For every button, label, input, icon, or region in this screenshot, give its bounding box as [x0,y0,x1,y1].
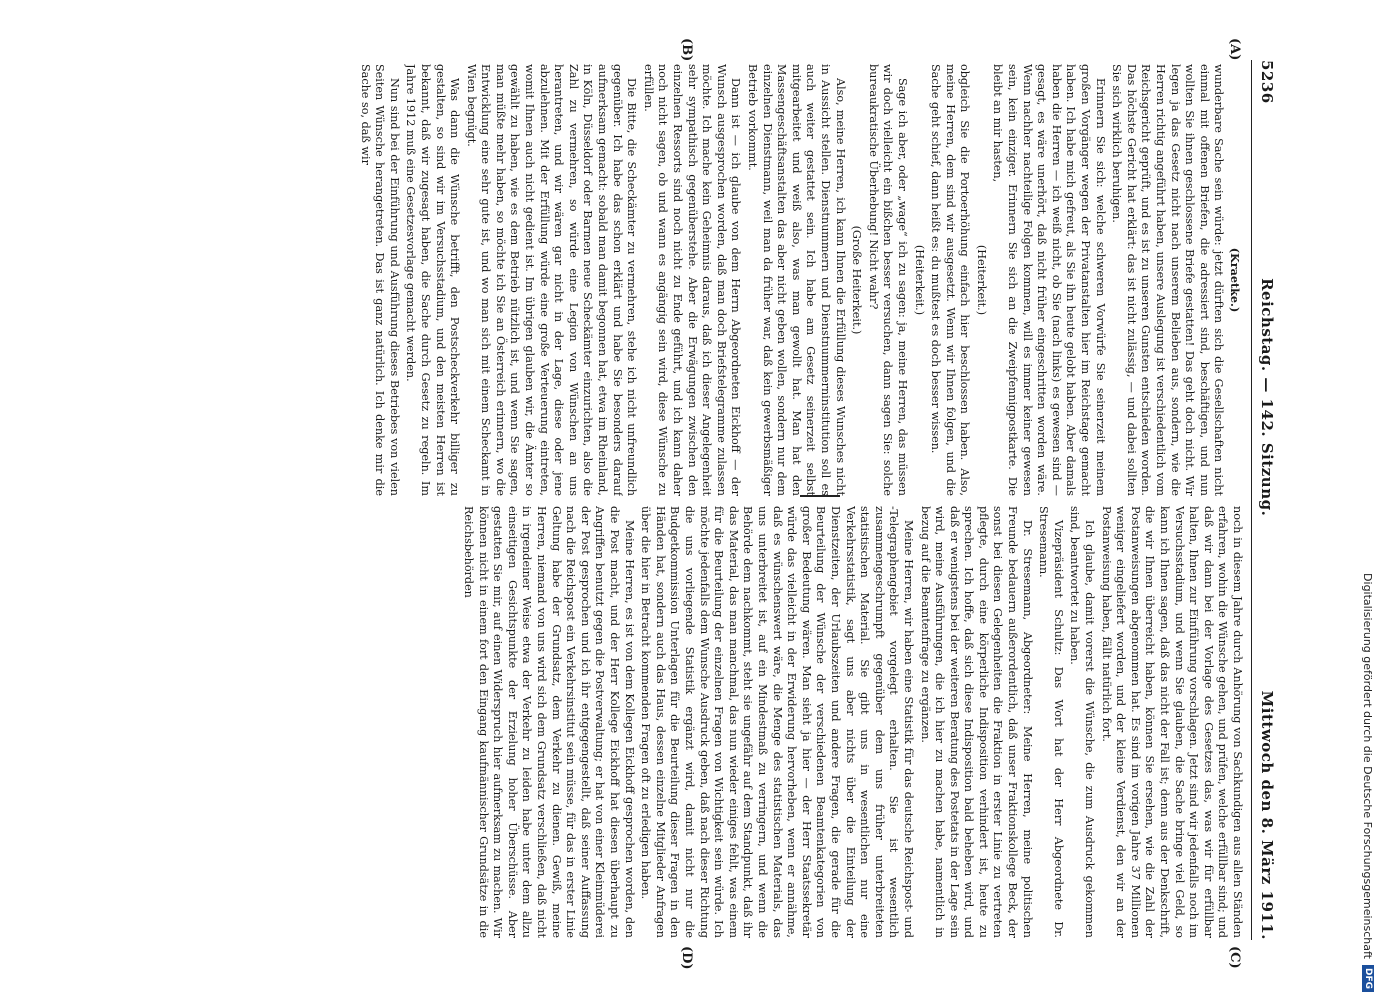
margin-marker-c: (C) [1227,946,1242,969]
paragraph: Also, meine Herren, ich kann Ihnen die Erfüllung dieses Wunsches nicht in Aussicht stellen. Dienstnummern und Dienstnummerninstitution soll es auch weiter gestattet sein. Ich habe am Gesetz seinerzeit selbst mitgearbeitet und weiß also, was man gewollt hat. Man hat den Massengeschäftsanstalten das aber nicht geben wollen, sondern nur dem einzelnen Dienstmann, weil man da früher war, daß kein gewerbsmäßiger Betrieb vorkommt. [746,64,847,496]
dfg-logo: DFG [1362,965,1374,992]
session-title: Reichstag. — 142. Sitzung. [1258,278,1276,517]
speaker-statement: Dr. Stresemann, Abgeordneter: Meine Herren, meine politischen Freunde bedauern außerordentlich, daß unser Fraktionskollege Beck, der sonst bei diesen Gelegenheiten die Fraktion in erster Linie zu vertreten pflegte, durch eine körperliche Indisposition verhindert ist, heute zu sprechen. Ich hoffe, daß sich diese Indisposition bald beheben wird, und daß er wenigstens bei der weiteren Beratung des Postetats in der Lage sein wird, meine Ausführungen, die ich hier zu machen habe, namentlich in bezug auf die Beamtenfrage zu ergänzen. [918,506,1034,938]
paragraph: Nun sind bei der Einführung und Ausführung dieses Betriebes von vielen Seiten Wünsche herangetreten. Das ist ganz natürlich. Ich denke mir die Sache so, daß wir [358,64,401,496]
paragraph: Die Bitte, die Scheckämter zu vermehren, stehe ich nicht unfreundlich gegenüber. Ich habe das schon erklärt und habe Sie besonders darauf aufmerksam gemacht: sobald man damit begonnen hat, etwa im Rheinland, in Köln, Düsseldorf oder Barmen neue Scheckämter einzurichten, also die Zahl zu vermehren, so würde eine Legion von Wünschen an uns herantreten, und wir wären gar nicht in der Lage, diese oder jene abzulehnen. Mit der Erfüllung würde eine große Verteuerung eintreten, womit Ihnen auch nicht gedient ist. Im übrigen glauben wir, die Ämter so gewählt zu haben, wie es dem Betrieb nützlich ist, und wenn Sie sagen, man müßte mehr haben, so möchte ich Sie an Österreich erinnern, wo die Entwicklung eine sehr gute ist, und wo man sich mit einem Scheckamt in Wien begnügt. [464,64,639,496]
interjection: (Heiterkeit.) [974,244,988,316]
page-header [1256,60,1278,940]
president-statement: Vizepräsident Schultz: Das Wort hat der Herr Abgeordnete Dr. Stresemann. [1037,506,1065,938]
margin-marker-d: (D) [679,946,694,970]
digitization-footer [1353,0,1383,1000]
interjection: (Große Heiterkeit.) [850,225,864,335]
paragraph: wunderbare Sache sein würde: jetzt dürften sich die Gesellschaften nicht einmal mit offenen Briefen, die adressiert sind, beschäftigen, und nun wollten Sie ihnen geschlossene Briefe gestatten! Das geht doch nicht. Wir legen ja das Gesetz nicht nach unserem Belieben aus, sondern, wie die Herren richtig angeführt haben, unsere Auslegung ist verschiedentlich vom Reichsgericht geprüft, und es ist zu unseren Gunsten entschieden worden. Das höchste Gericht hat erklärt: das ist nicht zulässig, — und dabei sollten Sie sich wirklich beruhigen. [1110,64,1226,496]
speaker-name: (Kraetke.) [1228,247,1242,313]
paragraph: Sage ich aber, oder „wage“ ich zu sagen: ja, meine Herren, das müssen wir doch vielleicht ein bißchen besser versuchen, dann sagen Sie: solche bureaukratische Überhebung! Nicht wahr? [866,64,909,496]
footer-text: Digitalisierung gefördert durch die Deutsche Forschungsgemeinschaft [1361,573,1375,959]
right-column [34,506,1244,938]
left-column [34,64,1244,496]
paragraph: Erinnern Sie sich: welche schweren Vorwürfe Sie seinerzeit meinem großen Vorgänger wegen der Privatanstalten hier im Reichstage gemacht haben. Ich habe mich gefreut, als Sie ihn heute gelobt haben. Aber damals haben die Herren — ich weiß nicht, ob Sie (nach links) es gewesen sind — gesagt, es wäre unerhört, daß nicht früher eingeschritten worden wäre. Wenn nachher nachteilige Folgen kommen, will es immer keiner gewesen sein, kein einziger. Erinnern Sie sich an die Zweipfennigpostkarte. Die bleibt an mir hasten, [991,64,1107,496]
page-number: 5236 [1258,60,1276,104]
paragraph: noch in diesem Jahre durch Anhörung von Sachkundigen aus allen Ständen erfahren, wohin die Wünsche gehen, und prüfen, welche erfüllbar sind; und daß wir dann bei der Vorlage des Gesetzes das, was wir für erfüllbar halten, Ihnen zur Einführung vorschlagen. Jetzt sind wir jedenfalls noch im Versuchsstadium, und wenn Sie glauben, die Sache bringe viel Geld, so kann ich Ihnen sagen, daß das nicht der Fall ist; denn aus der Denkschrift, die wir Ihnen überreicht haben, können Sie ersehen, wie die Zahl der Postanweisungen abgenommen hat. Es sind im vorigen Jahre 37 Millionen weniger eingeliefert worden, und der kleine Verdienst, den wir an der Postanweisung haben, fällt natürlich fort. [1099,506,1244,938]
interjection: (Heiterkeit.) [912,244,926,316]
paragraph: obgleich Sie die Portoerhöhung einfach hier beschlossen haben. Also, meine Herren, dem sind wir ausgesetzt. Wenn wir Ihnen folgen, und die Sache geht schief, dann heißt es: du mußtest es doch besser wissen. [929,64,972,496]
paragraph: Dann ist — ich glaube von dem Herrn Abgeordneten Eickhoff — der Wunsch ausgesprochen worden, daß man doch Briefstelegramme zulassen möchte. Ich mache kein Geheimnis daraus, daß ich dieser Angelegenheit sehr sympathisch gegenüberstehe. Aber die Erwägungen zwischen den einzelnen Ressorts sind noch nicht zu Ende geführt, und ich kann daher noch nicht sagen, ob und wann es angängig sein wird, diese Wünsche zu erfüllen. [641,64,743,496]
paragraph: Was dann die Wünsche betrifft, den Postscheckverkehr billiger zu gestalten, so sind wir im Versuchsstadium, und den meisten Herren ist bekannt, daß wir zugesagt haben, die Sache durch Gesetz zu regeln. Im Jahre 1912 muß eine Gesetzesvorlage gemacht werden. [404,64,462,496]
margin-marker-a: (A) [1227,38,1242,61]
column-divider [800,495,840,497]
paragraph: Ich glaube, damit vorerst die Wünsche, die zum Ausdruck gekommen sind, beantwortet zu haben. [1068,506,1097,938]
margin-marker-b: (B) [679,38,694,62]
paragraph: Meine Herren, wir haben eine Statistik für das deutsche Reichspost- und -Telegraphengebiet vorgelegt erhalten. Sie ist wesentlich zusammengeschrumpft gegenüber dem uns früher unterbreiteten statistischen Material. Sie gibt uns in wesentlichen nur eine Verkehrsstatistik, sagt uns aber nichts über die Einteilung der Dienstzeiten, der Urlaubszeiten und andere Fragen, die gerade für die Beurteilung der Wünsche der verschiedenen Beamtenkategorien von großer Bedeutung wären. Man sieht ja hier — der Herr Staatssekretär würde das vielleicht in der Erwiderung hervorheben, wenn er annähme, daß es wünschenswert wäre, die Menge des statistischen Materials, das uns unterbreitet ist, auf ein Mindestmaß zu verringern, und wenn die Behörde dem nachkommt, steht sie ungefähr auf dem Standpunkt, daß ihr das Material, das man manchmal, das nun wieder einiges fehlt, was einem für die Beurteilung der einzelnen Fragen von Wichtigkeit sein würde. Ich möchte jedenfalls dem Wunsche Ausdruck geben, daß nach dieser Richtung die uns vorliegende Statistik ergänzt wird, damit nicht nur die Budgetkommission Unterlagen für die Beurteilung dieser Fragen in den Händen hat, sondern auch das Haus, dessen einzelne Mitglieder Anfragen über die hier in Betracht kommenden Fragen oft zu erledigen haben. [639,506,915,938]
session-date: Mittwoch den 8. März 1911. [1258,690,1276,940]
paragraph: Meine Herren, es ist von dem Kollegen Eickhoff gesprochen worden, den die Post macht, und der Herr Kollege Eickhoff hat diesen überhaupt zu Angriffen benutzt gegen die Postverwaltung; er hat von einer Kleinmüderei der Post gesprochen und ich ihr entgegengestellt, daß seiner Auffassung nach die Reichspost ein Verkehrsinstitut sein müsse, für das in erster Linie Geltung habe der Grundsatz, dem Verkehr zu dienen. Gewiß, meine Herren, niemand von uns wird sich dem Grundsatz verschließen, daß nicht in irgendeiner Weise etwa der Verkehr zu leiden habe unter dem allzu einseitigen Gesichtspunkte der Erzielung hoher Überschüsse. Aber gestatten Sie mir, auf einen Widerspruch hier aufmerksam zu machen. Wir können nicht in einem fort den Eingang kaufmännischer Grundsätze in die Reichsbehörden [462,506,636,938]
header-rule [1251,60,1252,940]
